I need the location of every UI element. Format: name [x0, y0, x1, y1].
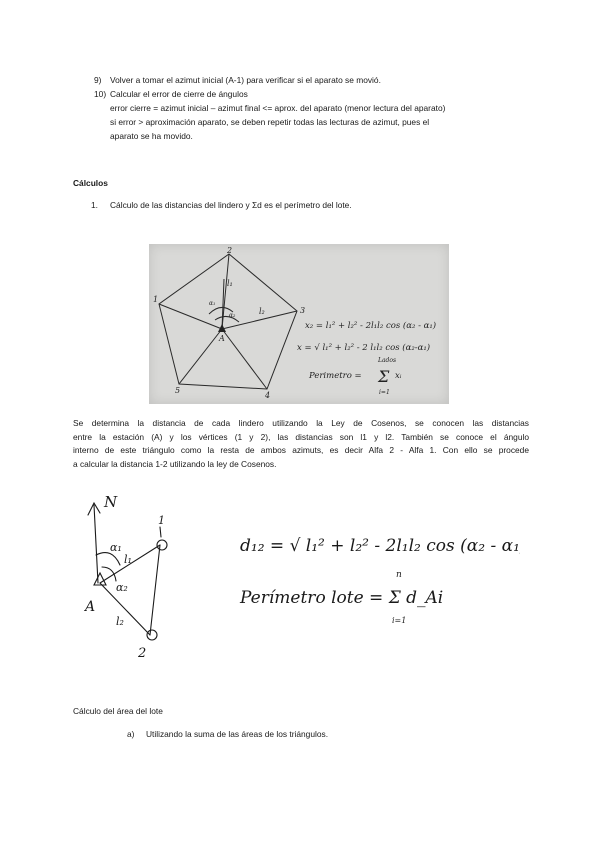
pentagon-outline: [159, 254, 297, 389]
vertex-1-circle: [157, 540, 167, 550]
item-1-number: 1.: [91, 200, 98, 210]
sketch-distance-formula: d₁₂ = √ l₁² + l₂² - 2l₁l₂ cos (α₂ - α₁): [240, 536, 520, 556]
photo-sum-symbol: Σ: [378, 367, 390, 386]
step-10-number: 10): [94, 89, 107, 99]
area-item-a-number: a): [127, 729, 135, 739]
center-label: A: [219, 334, 225, 343]
step-10-line-2: si error > aproximación aparato, se deben repetir todas las lecturas de azimut, pues el: [110, 117, 430, 127]
sketch-north-label: N: [104, 493, 118, 511]
sketch-l1-label: l₁: [124, 553, 132, 566]
side-1-2: [150, 545, 160, 635]
photo-sum-bottom: i=1: [379, 389, 390, 396]
ray-a-5: [179, 329, 222, 384]
sketch-l2-label: l₂: [116, 615, 124, 628]
item-1-text: Cálculo de las distancias del lindero y Σd es el perímetro del lote.: [110, 200, 352, 210]
photo-formula-1: x₂ = l₁² + l₂² - 2l₁l₂ cos (α₂ - α₁): [305, 321, 437, 331]
vertex-label-2: 2: [227, 246, 233, 255]
paragraph-line-1: Se determina la distancia de cada lindero utilizando la Ley de Cosenos, se conocen las distancias: [73, 418, 529, 428]
sketch-drawing: [80, 485, 520, 665]
alpha-2-arc: [102, 567, 116, 581]
photo-formula-2: x = √ l₁² + l₂² - 2 l₁l₂ cos (α₂-α₁): [297, 343, 431, 353]
vertex-label-5: 5: [175, 386, 181, 395]
segment-l1: l₁: [227, 279, 233, 288]
step-10-line-1: error cierre = azimut inicial – azimut final <= aprox. del aparato (menor lectura del aparato): [110, 103, 446, 113]
sketch-station-label: A: [85, 599, 96, 615]
sketch-vertex-2-label: 2: [138, 646, 147, 661]
step-9-number: 9): [94, 75, 102, 85]
photo-perimeter-label: Perimetro =: [309, 371, 362, 381]
sketch-sum-top: n: [396, 570, 402, 580]
paragraph-line-3: interno de este triángulo como la resta de ambos azimuts, es decir Alfa 2 - Alfa 1. Con ello se procede: [73, 445, 529, 455]
law-of-cosines-paragraph: [73, 417, 529, 471]
step-9-text: Volver a tomar el azimut inicial (A-1) para verificar si el aparato se movió.: [110, 75, 381, 85]
photo-sum-top: Lados: [378, 357, 397, 364]
handwritten-sketch: [80, 485, 520, 665]
photo-sum-term: xᵢ: [395, 371, 402, 381]
paragraph-line-2: entre la estación (A) y los vértices (1 y 2), las distancias son l1 y l2. También se conoce el ángulo: [73, 431, 529, 442]
sketch-vertex-1-label: 1: [158, 514, 165, 527]
calculations-heading: Cálculos: [73, 178, 108, 188]
sketch-alpha-2-label: α₂: [116, 581, 128, 594]
area-item-a-text: Utilizando la suma de las áreas de los triángulos.: [146, 729, 329, 739]
angle-alpha-2: α₂: [229, 312, 236, 319]
step-10-line-3: aparato se ha movido.: [110, 131, 193, 141]
ray-a-1: [159, 304, 222, 329]
pentagon-diagram-photo: [149, 244, 449, 404]
alpha-1-arc: [96, 553, 120, 565]
pentagon-diagram: [149, 244, 449, 404]
vertex-1-tick: [160, 527, 161, 537]
sketch-perimeter-formula: Perímetro lote = Σ d_Ai: [240, 588, 444, 608]
vertex-label-1: 1: [153, 295, 159, 304]
step-10-text: Calcular el error de cierre de ángulos: [110, 89, 248, 99]
vertex-label-4: 4: [265, 391, 271, 400]
segment-l2: l₂: [259, 307, 265, 316]
vertex-2-circle: [147, 630, 157, 640]
sketch-alpha-1-label: α₁: [110, 541, 122, 554]
vertex-label-3: 3: [300, 306, 306, 315]
sketch-sum-bottom: i=1: [392, 616, 407, 625]
paragraph-line-4: a calcular la distancia 1-2 utilizando la ley de Cosenos.: [73, 458, 277, 469]
area-heading: Cálculo del área del lote: [73, 706, 163, 716]
north-arrow-line: [94, 505, 98, 583]
angle-alpha-1: α₁: [209, 300, 216, 307]
ray-a-4: [222, 329, 267, 389]
